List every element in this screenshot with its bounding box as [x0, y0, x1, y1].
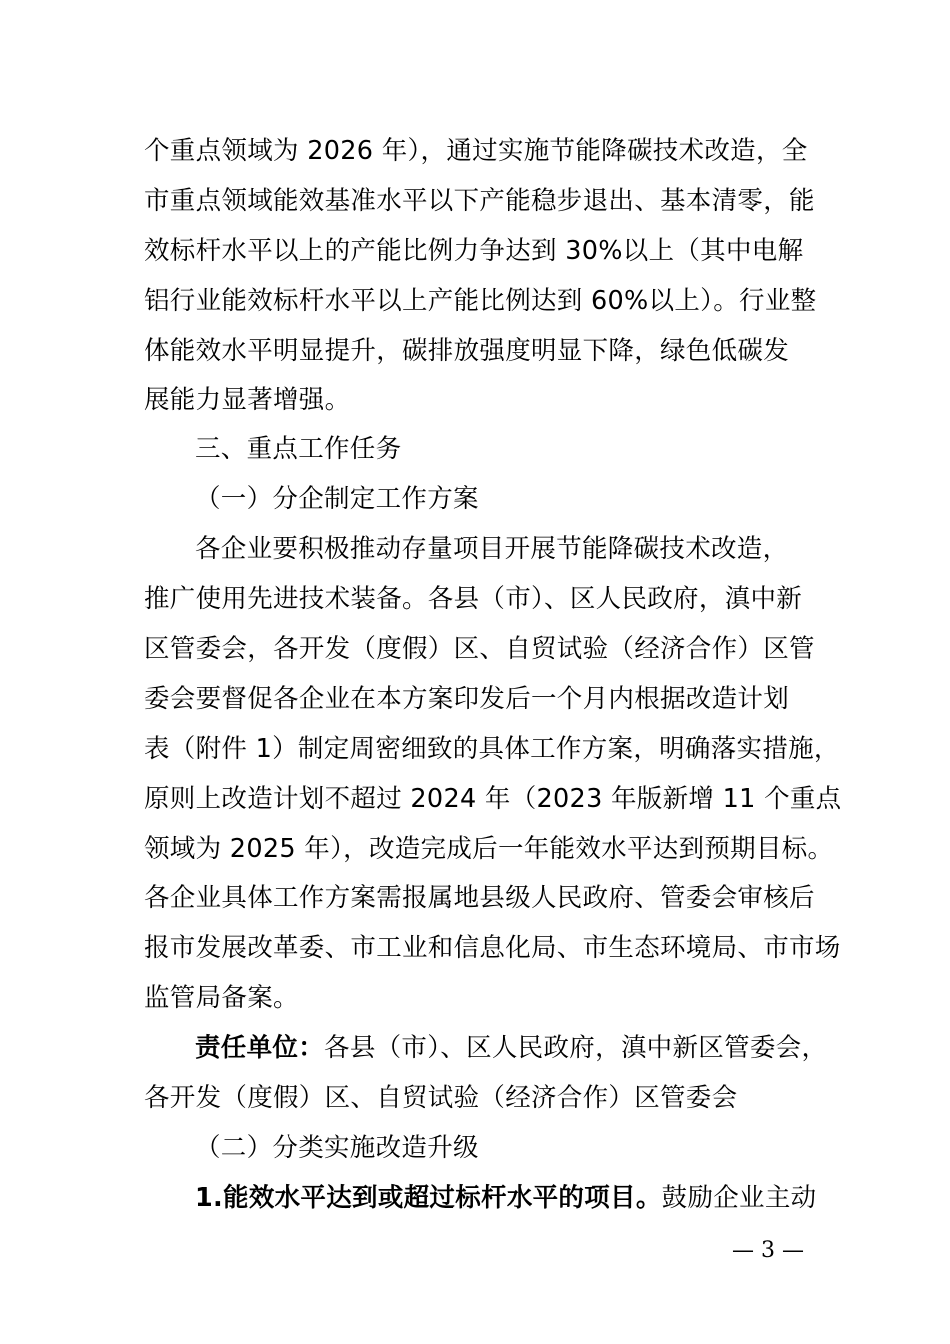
page-number: — 3 — — [732, 1238, 804, 1263]
paragraph-line: 效标杆水平以上的产能比例力争达到 30%以上（其中电解 — [144, 236, 804, 266]
paragraph-line: 体能效水平明显提升，碳排放强度明显下降，绿色低碳发 — [144, 336, 790, 366]
item-1-heading: 1.能效水平达到或超过标杆水平的项目。 — [195, 1183, 662, 1213]
responsibility-line: 各开发（度假）区、自贸试验（经济合作）区管委会 — [144, 1083, 738, 1113]
paragraph-line: 展能力显著增强。 — [144, 385, 351, 415]
paragraph-line: 报市发展改革委、市工业和信息化局、市生态环境局、市市场 — [144, 933, 841, 963]
paragraph-line: 原则上改造计划不超过 2024 年（2023 年版新增 11 个重点 — [144, 784, 842, 814]
responsibility-label: 责任单位： — [195, 1033, 325, 1063]
paragraph-line: 市重点领域能效基准水平以下产能稳步退出、基本清零，能 — [144, 186, 815, 216]
paragraph-line: 区管委会，各开发（度假）区、自贸试验（经济合作）区管 — [144, 634, 815, 664]
item-1-line — [195, 1178, 816, 1218]
paragraph-line: 各企业要积极推动存量项目开展节能降碳技术改造， — [195, 534, 789, 564]
paragraph-line: 个重点领域为 2026 年），通过实施节能降碳技术改造，全 — [144, 136, 808, 166]
paragraph-line: 表（附件 1）制定周密细致的具体工作方案，明确落实措施， — [144, 734, 840, 764]
paragraph-line: 推广使用先进技术装备。各县（市）、区人民政府，滇中新 — [144, 584, 803, 614]
item-1-text: 鼓励企业主动 — [661, 1183, 817, 1213]
paragraph-line: 铝行业能效标杆水平以上产能比例达到 60%以上）。行业整 — [144, 286, 817, 316]
responsibility-text: 各县（市）、区人民政府，滇中新区管委会， — [324, 1033, 828, 1063]
responsibility-line — [195, 1028, 827, 1068]
paragraph-line: 领域为 2025 年），改造完成后一年能效水平达到预期目标。 — [144, 834, 834, 864]
paragraph-line: 监管局备案。 — [144, 983, 299, 1013]
paragraph-line: 委会要督促各企业在本方案印发后一个月内根据改造计划 — [144, 684, 790, 714]
subsection-heading-1: （一）分企制定工作方案 — [195, 484, 479, 514]
paragraph-line: 各企业具体工作方案需报属地县级人民政府、管委会审核后 — [144, 883, 815, 913]
subsection-heading-2: （二）分类实施改造升级 — [195, 1133, 479, 1163]
section-heading: 三、重点工作任务 — [195, 434, 402, 464]
